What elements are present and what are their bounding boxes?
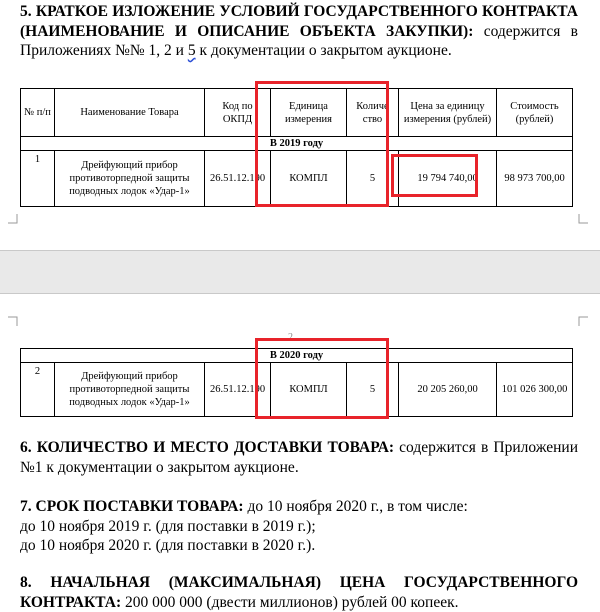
cell-cost: 101 026 300,00	[497, 363, 573, 417]
cell-unit: КОМПЛ	[271, 151, 347, 207]
margin-corner-mark	[8, 316, 18, 326]
section-5	[20, 2, 578, 61]
section-7-line-2019: до 10 ноября 2019 г. (для поставки в 2019 г.);	[20, 517, 316, 535]
section-7-line-2020: до 10 ноября 2020 г. (для поставки в 2020 г.).	[20, 537, 316, 554]
page-break-gap	[0, 250, 600, 294]
year-label-2020: В 2020 году	[21, 349, 573, 363]
margin-corner-mark	[8, 214, 18, 224]
section-8-title: 8. НАЧАЛЬНАЯ (МАКСИМАЛЬНАЯ) ЦЕНА ГОСУДАРСТВЕННОГО КОНТРАКТА:	[20, 574, 578, 611]
section-7-title: 7. СРОК ПОСТАВКИ ТОВАРА:	[20, 498, 244, 515]
cell-name: Дрейфующий прибор противоторпедной защиты подводных лодок «Удар-1»	[55, 151, 205, 207]
page-edge	[0, 250, 600, 251]
cell-price: 20 205 260,00	[399, 363, 497, 417]
section-8	[20, 573, 578, 612]
header-okpd: Код по ОКПД	[205, 89, 271, 137]
page-number: 2	[288, 332, 293, 343]
header-price: Цена за единицу измерения (рублей)	[399, 89, 497, 137]
highlight-price-2019	[391, 154, 478, 197]
header-num: № п/п	[21, 89, 55, 137]
section-5-text: содержится в Приложениях №№ 1, 2 и	[20, 22, 578, 59]
highlight-unit-qty-2019	[255, 81, 389, 207]
section-7-text: до 10 ноября 2020 г., в том числе:	[243, 498, 468, 515]
section-6	[20, 438, 578, 477]
cell-okpd: 26.51.12.190	[205, 151, 271, 207]
cell-unit: КОМПЛ	[271, 363, 347, 417]
section-6-title: 6. КОЛИЧЕСТВО И МЕСТО ДОСТАВКИ ТОВАРА:	[20, 439, 395, 456]
section-5-text-end: к документации о закрытом аукционе.	[195, 42, 452, 59]
highlight-unit-qty-2020	[255, 338, 389, 419]
cell-cost: 98 973 700,00	[497, 151, 573, 207]
cell-price: 19 794 740,00	[399, 151, 497, 207]
margin-corner-mark	[578, 316, 588, 326]
header-qty: Количе ство	[347, 89, 399, 137]
header-name: Наименование Товара	[55, 89, 205, 137]
header-cost: Стоимость (рублей)	[497, 89, 573, 137]
cell-name: Дрейфующий прибор противоторпедной защиты подводных лодок «Удар-1»	[55, 363, 205, 417]
section-8-text: 200 000 000 (двести миллионов) рублей 00 копеек.	[121, 593, 459, 611]
cell-qty: 5	[347, 363, 399, 417]
spellcheck-word: 5	[187, 42, 196, 59]
cell-qty: 5	[347, 151, 399, 207]
header-unit: Единица измерения	[271, 89, 347, 137]
year-label-2019: В 2019 году	[21, 137, 573, 151]
cell-num: 2	[21, 363, 55, 417]
cell-num: 1	[21, 151, 55, 207]
section-5-title: 5. КРАТКОЕ ИЗЛОЖЕНИЕ УСЛОВИЙ ГОСУДАРСТВЕННОГО КОНТРАКТА (НАИМЕНОВАНИЕ И ОПИСАНИЕ ОБЪЕКТА ЗАКУПКИ):	[20, 3, 578, 40]
section-6-text: содержится в Приложении №1 к документации о закрытом аукционе.	[20, 439, 578, 476]
margin-corner-mark	[578, 214, 588, 224]
cell-okpd: 26.51.12.190	[205, 363, 271, 417]
section-7	[20, 497, 578, 556]
